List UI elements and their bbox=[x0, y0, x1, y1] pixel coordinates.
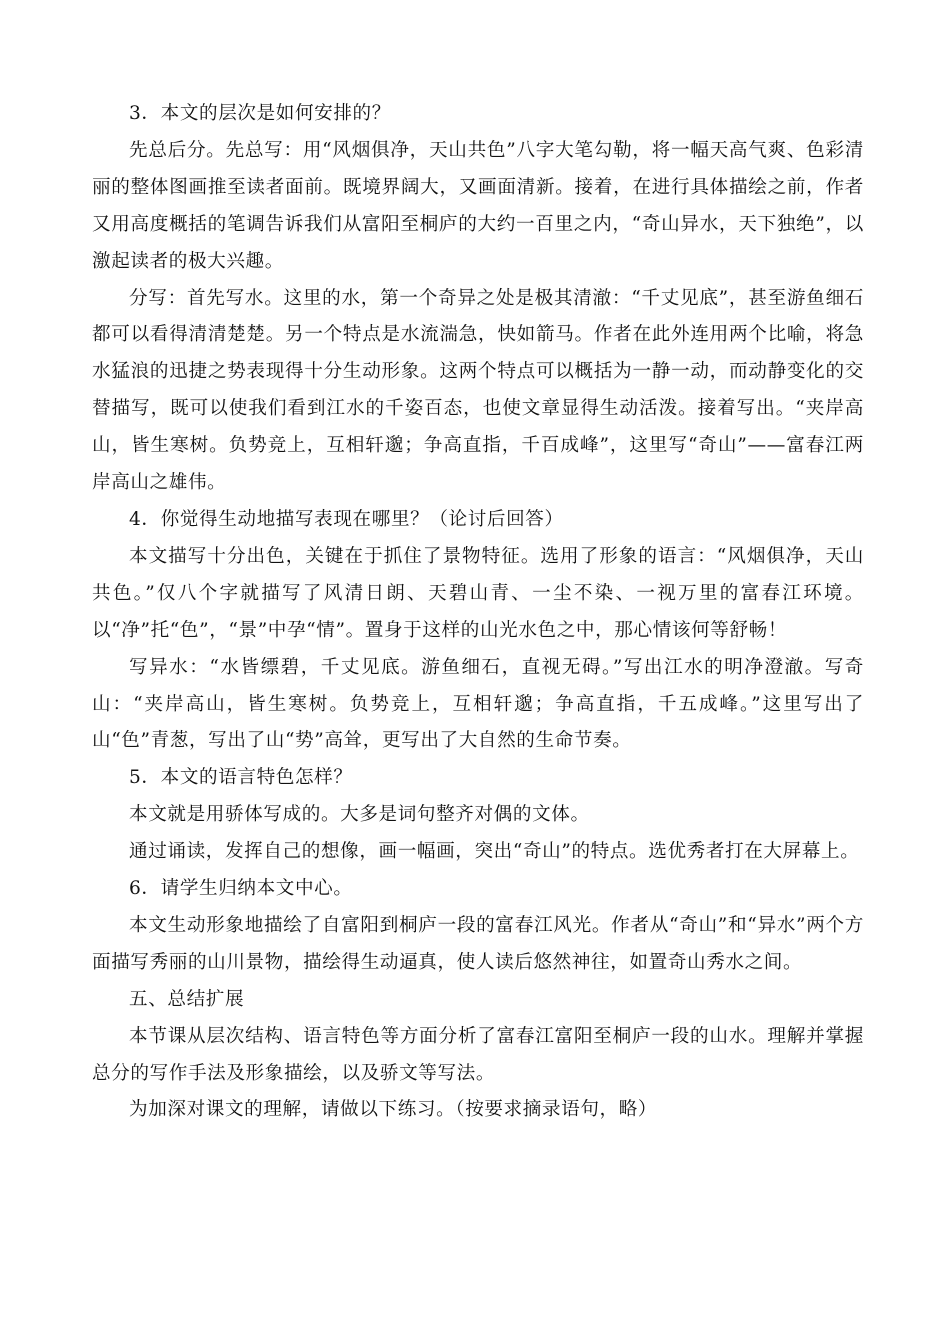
answer-4-language-paragraph: 本文描写十分出色，关键在于抓住了景物特征。选用了形象的语言：“风烟俱净，天山共色。”仅八个字就描写了风清日朗、天碧山青、一尘不染、一视万里的富春江环境。以“净”托“色”，“景”中孕“情”。置身于这样的山光水色之中，那心情该何等舒畅！ bbox=[92, 545, 864, 641]
exercise-instruction-paragraph: 为加深对课文的理解，请做以下练习。（按要求摘录语句，略） bbox=[129, 1099, 658, 1121]
question-4-heading: 4．你觉得生动地描写表现在哪里？（论讨后回答） bbox=[129, 508, 564, 530]
answer-3-detail-paragraph: 分写：首先写水。这里的水，第一个奇异之处是极其清澈：“千丈见底”，甚至游鱼细石都可以看得清清楚楚。另一个特点是水流湍急，快如箭马。作者在此外连用两个比喻，将急水猛浪的迅捷之势表现得十分生动形象。这两个特点可以概括为一静一动，而动静变化的交替描写，既可以使我们看到江水的千姿百态，也使文章显得生动活泼。接着写出。“夹岸高山，皆生寒树。负势竞上，互相轩邈；争高直指，千百成峰”，这里写“奇山”——富春江两岸高山之雄伟。 bbox=[92, 287, 864, 494]
answer-5-activity-paragraph: 通过诵读，发挥自己的想像，画一幅画，突出“奇山”的特点。选优秀者打在大屏幕上。 bbox=[129, 841, 860, 863]
answer-3-overview-paragraph: 先总后分。先总写：用“风烟俱净，天山共色”八字大笔勾勒，将一幅天高气爽、色彩清丽的整体图画推至读者面前。既境界阔大，又画面清新。接着，在进行具体描绘之前，作者又用高度概括的笔调告诉我们从富阳至桐庐的大约一百里之内，“奇山异水，天下独绝”，以激起读者的极大兴趣。 bbox=[92, 139, 864, 272]
question-3-heading: 3．本文的层次是如何安排的？ bbox=[129, 103, 391, 124]
summary-paragraph: 本节课从层次结构、语言特色等方面分析了富春江富阳至桐庐一段的山水。理解并掌握总分的写作手法及形象描绘，以及骄文等写法。 bbox=[92, 1025, 864, 1084]
answer-4-water-mountain-paragraph: 写异水：“水皆缥碧，千丈见底。游鱼细石，直视无碍。”写出江水的明净澄澈。写奇山：“夹岸高山，皆生寒树。负势竞上，互相轩邈；争高直指，千五成峰。”这里写出了山“色”青葱，写出了山“势”高耸，更写出了大自然的生命节奏。 bbox=[92, 656, 864, 752]
question-5-heading: 5．本文的语言特色怎样？ bbox=[129, 767, 353, 789]
document-body bbox=[92, 96, 864, 1129]
answer-6-theme-paragraph: 本文生动形象地描绘了自富阳到桐庐一段的富春江风光。作者从“奇山”和“异水”两个方面描写秀丽的山川景物，描绘得生动逼真，使人读后悠然神往，如置奇山秀水之间。 bbox=[92, 914, 864, 973]
section-5-heading: 五、总结扩展 bbox=[129, 988, 245, 1010]
answer-5-style-paragraph: 本文就是用骄体写成的。大多是词句整齐对偶的文体。 bbox=[129, 804, 590, 826]
question-6-heading: 6．请学生归纳本文中心。 bbox=[129, 878, 353, 900]
